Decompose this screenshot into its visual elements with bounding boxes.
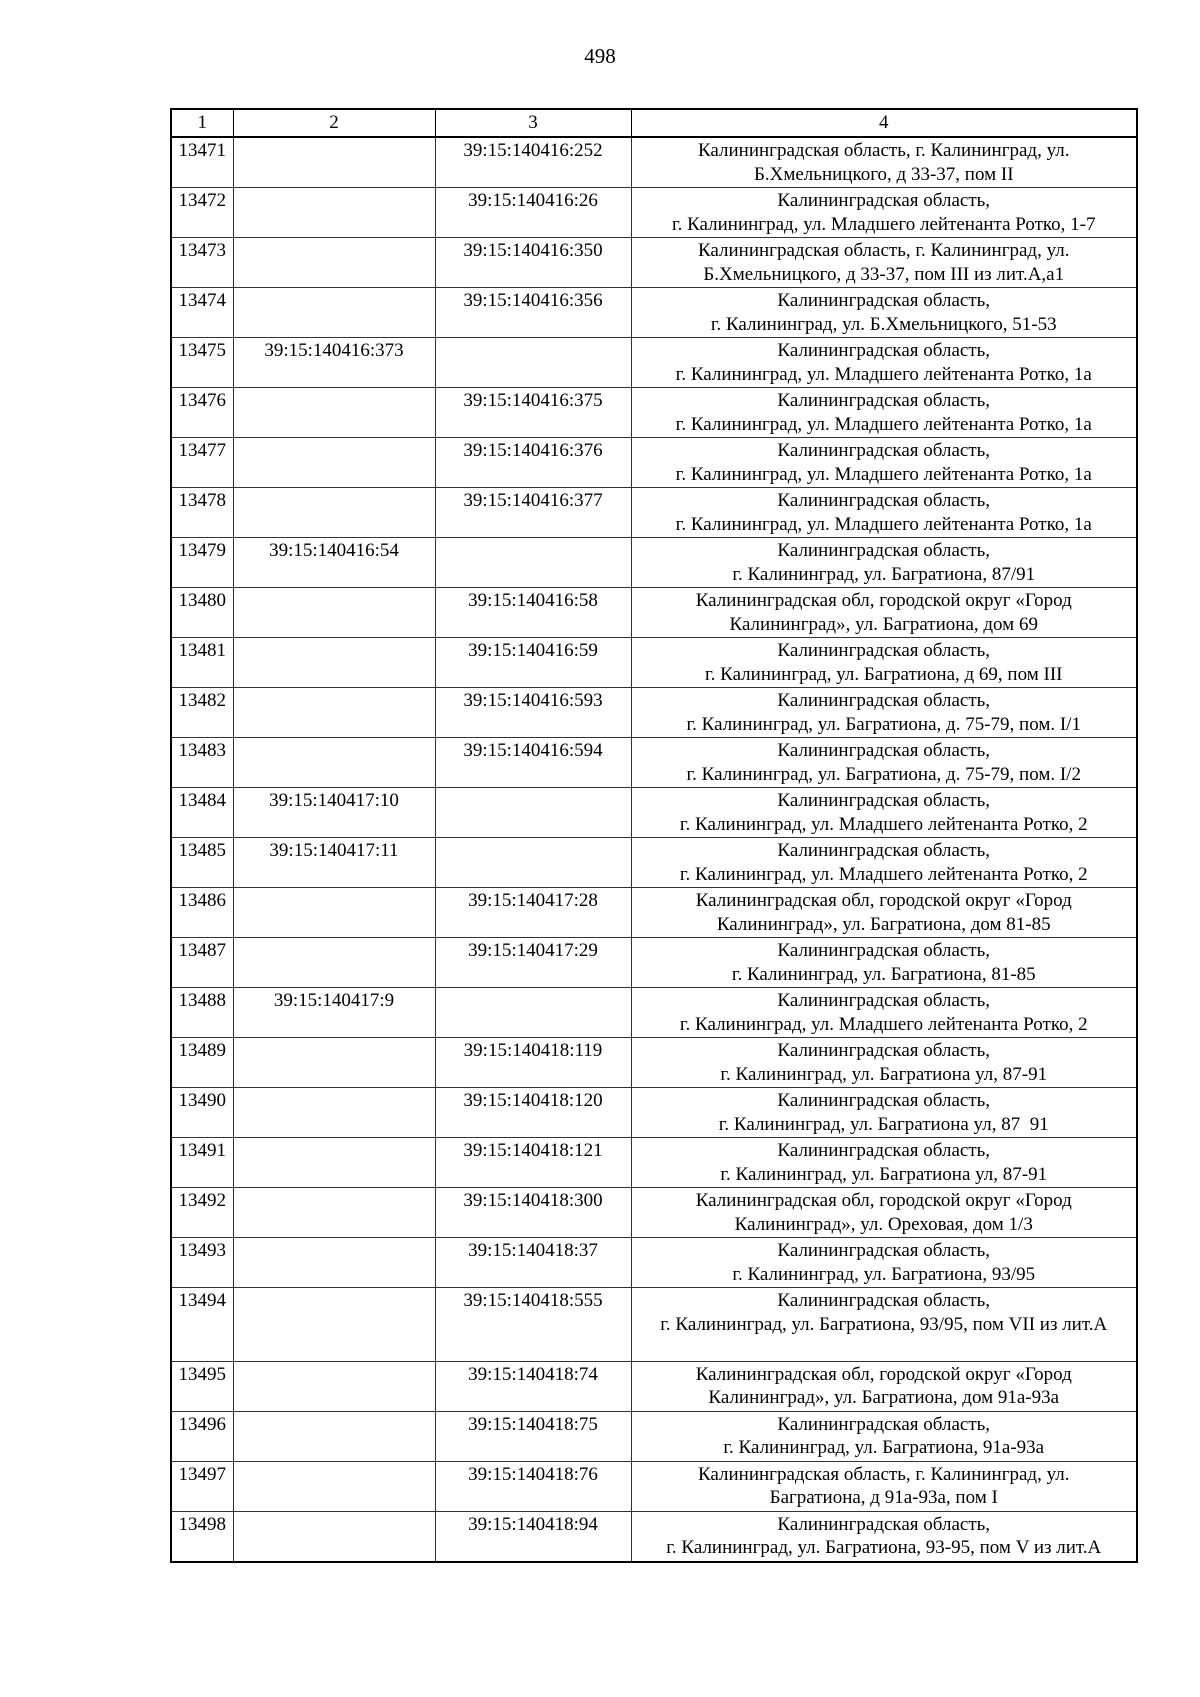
cadastral-number-col3-cell: 39:15:140416:356 xyxy=(435,288,631,338)
cadastral-number-col3-cell: 39:15:140416:350 xyxy=(435,238,631,288)
address-cell xyxy=(631,288,1137,338)
table-row xyxy=(171,1238,1137,1288)
address-line: г. Калининград, ул. Багратиона, 93-95, пом V из лит.А xyxy=(666,1537,1102,1558)
address-line: Б.Хмельницкого, д 33-37, пом II xyxy=(753,163,1014,185)
address-line: Калининградская область, г. Калининград, ул. xyxy=(698,240,1070,261)
address-cell xyxy=(631,838,1137,888)
cadastral-number-col2-cell xyxy=(233,1138,435,1188)
cadastral-number-col2-cell xyxy=(233,1288,435,1362)
cadastral-number-col2-cell xyxy=(233,588,435,638)
cadastral-number-col3-cell: 39:15:140418:119 xyxy=(435,1038,631,1088)
row-number-cell: 13484 xyxy=(171,788,233,838)
cadastral-number-col2-cell: 39:15:140416:373 xyxy=(233,338,435,388)
address-cell xyxy=(631,137,1137,188)
address-line: Калининград», ул. Ореховая, дом 1/3 xyxy=(734,1213,1033,1235)
address-cell xyxy=(631,488,1137,538)
cadastral-number-col3-cell xyxy=(435,838,631,888)
address-line: г. Калининград, ул. Багратиона, д 69, пом III xyxy=(705,663,1063,685)
row-number-cell: 13491 xyxy=(171,1138,233,1188)
table-row xyxy=(171,1511,1137,1562)
address-line: Калининградская область, xyxy=(777,840,991,861)
cadastral-number-col2-cell: 39:15:140417:11 xyxy=(233,838,435,888)
address-cell xyxy=(631,538,1137,588)
table-row xyxy=(171,137,1137,188)
table-row xyxy=(171,688,1137,738)
table-row xyxy=(171,1188,1137,1238)
address-line: г. Калининград, ул. Младшего лейтенанта Ротко, 1а xyxy=(675,363,1092,385)
address-line: г. Калининград, ул. Багратиона, д. 75-79, пом. I/2 xyxy=(686,763,1081,785)
address-cell xyxy=(631,1361,1137,1411)
cadastral-number-col3-cell: 39:15:140416:593 xyxy=(435,688,631,738)
address-line: Калининградская область, xyxy=(777,1290,991,1311)
address-cell xyxy=(631,1288,1137,1362)
table-row xyxy=(171,1138,1137,1188)
address-line: Калининградская область, xyxy=(777,1240,991,1261)
cadastral-number-col2-cell xyxy=(233,438,435,488)
column-header-2: 2 xyxy=(233,109,435,137)
cadastral-number-col3-cell: 39:15:140418:94 xyxy=(435,1511,631,1562)
cadastral-number-col2-cell xyxy=(233,1461,435,1511)
cadastral-number-col3-cell: 39:15:140416:252 xyxy=(435,137,631,188)
table-row xyxy=(171,838,1137,888)
cadastral-number-col2-cell xyxy=(233,1238,435,1288)
cadastral-number-col3-cell: 39:15:140416:59 xyxy=(435,638,631,688)
address-line: Калининградская область, xyxy=(777,640,991,661)
cadastral-number-col2-cell xyxy=(233,638,435,688)
address-line: Калининградская область, xyxy=(777,740,991,761)
address-line: Калининградская область, xyxy=(777,490,991,511)
cadastral-number-col2-cell xyxy=(233,137,435,188)
column-header-4: 4 xyxy=(631,109,1137,137)
address-line: Калининградская область, xyxy=(777,990,991,1011)
address-line: Калининградская область, xyxy=(777,940,991,961)
address-line: г. Калининград, ул. Багратиона ул, 87 91 xyxy=(718,1113,1049,1135)
row-number-cell: 13472 xyxy=(171,188,233,238)
cadastral-number-col3-cell xyxy=(435,988,631,1038)
row-number-cell: 13488 xyxy=(171,988,233,1038)
address-line: Калининградская область, xyxy=(777,1413,991,1435)
address-line: г. Калининград, ул. Младшего лейтенанта Ротко, 2 xyxy=(679,1013,1088,1035)
address-line: г. Калининград, ул. Багратиона ул, 87-91 xyxy=(720,1063,1048,1085)
address-line: Калининградская обл, городской округ «Город xyxy=(695,1363,1072,1385)
address-line: Калининградская область, xyxy=(777,440,991,461)
row-number-cell: 13494 xyxy=(171,1288,233,1362)
address-line: Багратиона, д 91а-93а, пом I xyxy=(769,1487,998,1508)
table-row xyxy=(171,488,1137,538)
row-number-cell: 13476 xyxy=(171,388,233,438)
table-row xyxy=(171,1361,1137,1411)
row-number-cell: 13486 xyxy=(171,888,233,938)
address-cell xyxy=(631,1088,1137,1138)
table-row xyxy=(171,1411,1137,1461)
address-line: Калининград», ул. Багратиона, дом 91а-93а xyxy=(708,1387,1060,1408)
address-line: г. Калининград, ул. Младшего лейтенанта Ротко, 1-7 xyxy=(671,213,1096,235)
cadastral-number-col3-cell xyxy=(435,538,631,588)
row-number-cell: 13471 xyxy=(171,137,233,188)
address-line: г. Калининград, ул. Младшего лейтенанта Ротко, 2 xyxy=(679,813,1088,835)
address-line: Калининградская область, xyxy=(777,1040,991,1061)
row-number-cell: 13496 xyxy=(171,1411,233,1461)
address-cell xyxy=(631,238,1137,288)
row-number-cell: 13497 xyxy=(171,1461,233,1511)
address-line: г. Калининград, ул. Младшего лейтенанта Ротко, 1а xyxy=(675,413,1092,435)
cadastral-number-col3-cell: 39:15:140417:29 xyxy=(435,938,631,988)
table-row xyxy=(171,638,1137,688)
cadastral-number-col3-cell: 39:15:140416:377 xyxy=(435,488,631,538)
table-row xyxy=(171,1088,1137,1138)
address-cell xyxy=(631,738,1137,788)
table-header xyxy=(171,109,1137,137)
row-number-cell: 13475 xyxy=(171,338,233,388)
table-header-row xyxy=(171,109,1137,137)
table-row xyxy=(171,588,1137,638)
address-line: г. Калининград, ул. Младшего лейтенанта Ротко, 1а xyxy=(675,463,1092,485)
table-row xyxy=(171,238,1137,288)
cadastral-number-col3-cell: 39:15:140416:376 xyxy=(435,438,631,488)
table-row xyxy=(171,438,1137,488)
column-header-3: 3 xyxy=(435,109,631,137)
address-line: Калининградская область, xyxy=(777,790,991,811)
cadastral-number-col3-cell: 39:15:140418:37 xyxy=(435,1238,631,1288)
row-number-cell: 13487 xyxy=(171,938,233,988)
row-number-cell: 13477 xyxy=(171,438,233,488)
address-line: г. Калининград, ул. Багратиона, 93/95 xyxy=(732,1263,1036,1285)
row-number-cell: 13473 xyxy=(171,238,233,288)
row-number-cell: 13498 xyxy=(171,1511,233,1562)
cadastral-number-col3-cell: 39:15:140418:121 xyxy=(435,1138,631,1188)
cadastral-number-col2-cell xyxy=(233,1361,435,1411)
address-cell xyxy=(631,388,1137,438)
table-row xyxy=(171,1288,1137,1362)
row-number-cell: 13485 xyxy=(171,838,233,888)
cadastral-number-col2-cell xyxy=(233,938,435,988)
cadastral-number-col3-cell: 39:15:140418:74 xyxy=(435,1361,631,1411)
address-cell xyxy=(631,1511,1137,1562)
row-number-cell: 13478 xyxy=(171,488,233,538)
address-cell xyxy=(631,1461,1137,1511)
row-number-cell: 13490 xyxy=(171,1088,233,1138)
table-row xyxy=(171,388,1137,438)
address-cell xyxy=(631,588,1137,638)
cadastral-number-col2-cell xyxy=(233,1088,435,1138)
address-line: Калининградская область, xyxy=(777,1513,991,1535)
address-line: г. Калининград, ул. Багратиона, 81-85 xyxy=(731,963,1036,985)
address-line: Калининград», ул. Багратиона, дом 69 xyxy=(729,613,1038,635)
address-line: Калининградская область, xyxy=(777,390,991,411)
address-cell xyxy=(631,188,1137,238)
cadastral-number-col2-cell xyxy=(233,288,435,338)
address-line: Калининградская область, xyxy=(777,690,991,711)
address-line: Калининградская область, xyxy=(777,1140,991,1161)
address-line: г. Калининград, ул. Багратиона ул, 87-91 xyxy=(720,1163,1048,1185)
cadastral-number-col2-cell xyxy=(233,388,435,438)
address-cell xyxy=(631,988,1137,1038)
cadastral-number-col2-cell xyxy=(233,488,435,538)
cadastral-table xyxy=(170,108,1138,1563)
cadastral-number-col3-cell: 39:15:140418:555 xyxy=(435,1288,631,1362)
address-cell xyxy=(631,888,1137,938)
cadastral-number-col3-cell: 39:15:140418:76 xyxy=(435,1461,631,1511)
cadastral-number-col2-cell xyxy=(233,238,435,288)
address-line: г. Калининград, ул. Младшего лейтенанта Ротко, 2 xyxy=(679,863,1088,885)
cadastral-number-col2-cell xyxy=(233,1188,435,1238)
address-cell xyxy=(631,938,1137,988)
address-line: Калининградская область, г. Калининград, ул. xyxy=(698,140,1070,161)
cadastral-number-col3-cell: 39:15:140416:58 xyxy=(435,588,631,638)
address-cell xyxy=(631,338,1137,388)
address-cell xyxy=(631,1238,1137,1288)
row-number-cell: 13495 xyxy=(171,1361,233,1411)
address-line: Калининградская область, xyxy=(777,1090,991,1111)
row-number-cell: 13481 xyxy=(171,638,233,688)
row-number-cell: 13480 xyxy=(171,588,233,638)
page-number: 498 xyxy=(584,44,616,68)
table-body xyxy=(171,137,1137,1562)
table-row xyxy=(171,1038,1137,1088)
address-line: г. Калининград, ул. Багратиона, 91а-93а xyxy=(723,1437,1045,1458)
row-number-cell: 13493 xyxy=(171,1238,233,1288)
cadastral-number-col2-cell xyxy=(233,1411,435,1461)
address-line: Калининградская обл, городской округ «Город xyxy=(695,590,1072,611)
address-line: Калининградская область, xyxy=(777,290,991,311)
row-number-cell: 13474 xyxy=(171,288,233,338)
row-number-cell: 13489 xyxy=(171,1038,233,1088)
table-row xyxy=(171,788,1137,838)
cadastral-number-col3-cell: 39:15:140416:594 xyxy=(435,738,631,788)
address-cell xyxy=(631,688,1137,738)
address-line: Калининградская область, г. Калининград, ул. xyxy=(698,1463,1070,1485)
cadastral-number-col2-cell: 39:15:140417:10 xyxy=(233,788,435,838)
cadastral-number-col3-cell: 39:15:140418:300 xyxy=(435,1188,631,1238)
cadastral-number-col3-cell: 39:15:140416:26 xyxy=(435,188,631,238)
table-row xyxy=(171,738,1137,788)
cadastral-number-col3-cell xyxy=(435,338,631,388)
table-row xyxy=(171,888,1137,938)
address-line: г. Калининград, ул. Младшего лейтенанта Ротко, 1а xyxy=(675,513,1092,535)
cadastral-number-col3-cell xyxy=(435,788,631,838)
row-number-cell: 13482 xyxy=(171,688,233,738)
row-number-cell: 13492 xyxy=(171,1188,233,1238)
address-cell xyxy=(631,1188,1137,1238)
address-line: Калининград», ул. Багратиона, дом 81-85 xyxy=(716,913,1051,935)
cadastral-number-col2-cell: 39:15:140416:54 xyxy=(233,538,435,588)
column-header-1: 1 xyxy=(171,109,233,137)
row-number-cell: 13483 xyxy=(171,738,233,788)
cadastral-number-col2-cell xyxy=(233,688,435,738)
table-row xyxy=(171,338,1137,388)
table-row xyxy=(171,288,1137,338)
table-row xyxy=(171,188,1137,238)
cadastral-number-col3-cell: 39:15:140417:28 xyxy=(435,888,631,938)
address-line: Калининградская область, xyxy=(777,540,991,561)
address-cell xyxy=(631,788,1137,838)
address-line: Калининградская область, xyxy=(777,340,991,361)
address-cell xyxy=(631,638,1137,688)
cadastral-number-col2-cell xyxy=(233,888,435,938)
cadastral-number-col3-cell: 39:15:140418:75 xyxy=(435,1411,631,1461)
cadastral-number-col2-cell xyxy=(233,1038,435,1088)
cadastral-number-col3-cell: 39:15:140416:375 xyxy=(435,388,631,438)
address-line: Калининградская обл, городской округ «Город xyxy=(695,890,1072,911)
cadastral-number-col2-cell xyxy=(233,188,435,238)
table-row xyxy=(171,938,1137,988)
address-cell xyxy=(631,1138,1137,1188)
cadastral-number-col2-cell xyxy=(233,1511,435,1562)
address-line: Калининградская область, xyxy=(777,190,991,211)
address-cell xyxy=(631,1411,1137,1461)
address-line: г. Калининград, ул. Б.Хмельницкого, 51-53 xyxy=(710,313,1057,335)
cadastral-number-col2-cell: 39:15:140417:9 xyxy=(233,988,435,1038)
table-row xyxy=(171,538,1137,588)
address-line: Калининградская обл, городской округ «Город xyxy=(695,1190,1072,1211)
table-row xyxy=(171,988,1137,1038)
address-line: г. Калининград, ул. Багратиона, 87/91 xyxy=(732,563,1036,585)
cadastral-number-col2-cell xyxy=(233,738,435,788)
address-line: г. Калининград, ул. Багратиона, 93/95, пом VII из лит.А xyxy=(660,1313,1108,1335)
address-cell xyxy=(631,1038,1137,1088)
cadastral-number-col3-cell: 39:15:140418:120 xyxy=(435,1088,631,1138)
address-cell xyxy=(631,438,1137,488)
table-row xyxy=(171,1461,1137,1511)
row-number-cell: 13479 xyxy=(171,538,233,588)
address-line: Б.Хмельницкого, д 33-37, пом III из лит.А,а1 xyxy=(703,263,1065,285)
address-line xyxy=(638,1336,1131,1360)
address-line: г. Калининград, ул. Багратиона, д. 75-79, пом. I/1 xyxy=(686,713,1081,735)
